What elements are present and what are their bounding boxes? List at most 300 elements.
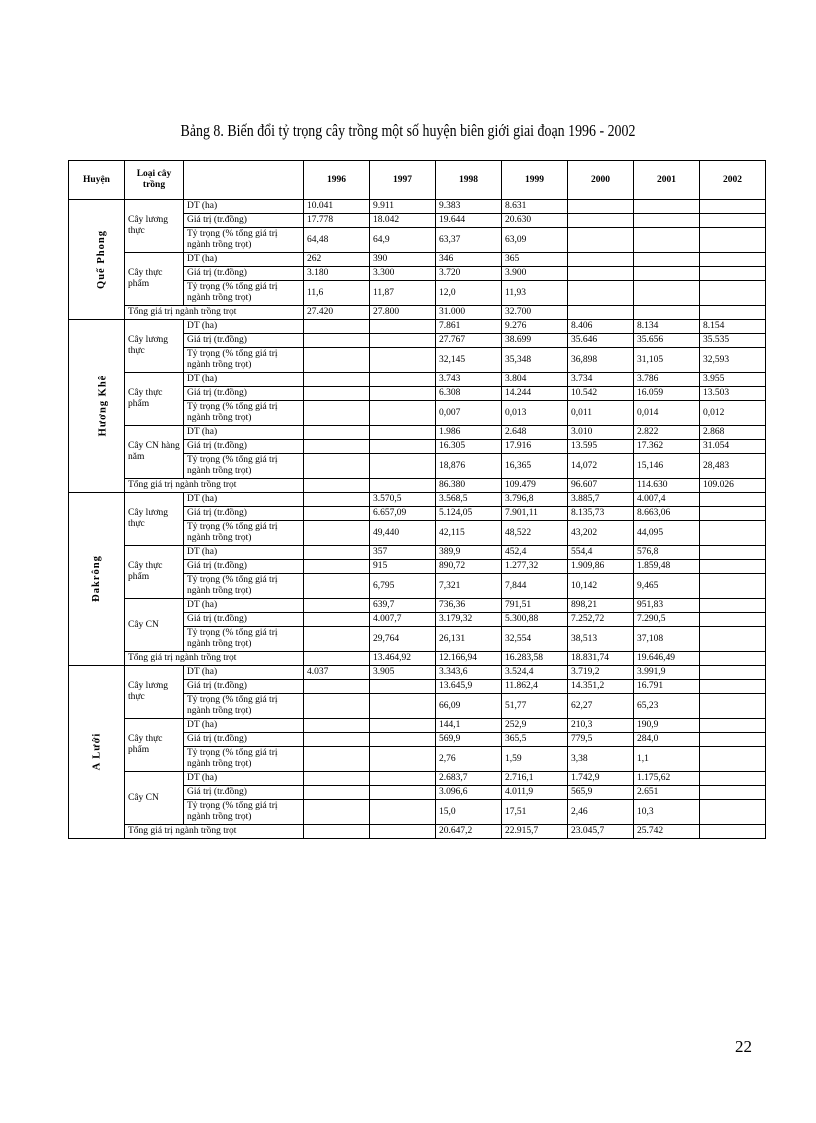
value-cell: 3.719,2 [568,666,634,680]
crop-table [68,160,766,839]
value-cell [700,694,766,719]
table-row [69,373,766,387]
value-cell: 3.796,8 [502,493,568,507]
total-value-cell: 12.166,94 [436,652,502,666]
total-value-cell: 27.420 [304,306,370,320]
crop-type-cell: Cây CN [125,772,184,825]
value-cell: 44,095 [634,521,700,546]
indicator-label: Tỷ trọng (% tổng giá trị ngành trồng trọt) [184,521,304,546]
indicator-label: Tỷ trọng (% tổng giá trị ngành trồng trọt) [184,574,304,599]
indicator-label: DT (ha) [184,373,304,387]
value-cell [700,666,766,680]
value-cell: 365,5 [502,733,568,747]
indicator-label: DT (ha) [184,426,304,440]
value-cell [370,387,436,401]
value-cell: 639,7 [370,599,436,613]
district-cell [69,493,125,666]
value-cell: 779,5 [568,733,634,747]
value-cell: 2.868 [700,426,766,440]
value-cell: 7,321 [436,574,502,599]
value-cell [700,521,766,546]
header-year: 2002 [700,161,766,200]
value-cell [370,786,436,800]
value-cell: 10,3 [634,800,700,825]
value-cell [304,786,370,800]
value-cell: 0,013 [502,401,568,426]
value-cell [700,613,766,627]
total-value-cell: 109.479 [502,479,568,493]
value-cell [304,334,370,348]
table-title: Bảng 8. Biến đổi tỷ trọng cây trồng một số huyện biên giới giai đoạn 1996 - 2002 [180,121,636,140]
value-cell: 32,554 [502,627,568,652]
value-cell: 9.911 [370,200,436,214]
value-cell [304,627,370,652]
value-cell: 13.595 [568,440,634,454]
crop-type-cell: Cây lương thực [125,200,184,253]
value-cell: 12,0 [436,281,502,306]
value-cell [700,493,766,507]
total-label: Tổng giá trị ngành trồng trọt [125,479,304,493]
value-cell: 8.406 [568,320,634,334]
value-cell: 6.657,09 [370,507,436,521]
value-cell: 32,145 [436,348,502,373]
value-cell [700,200,766,214]
value-cell: 0,011 [568,401,634,426]
value-cell [634,281,700,306]
table-row [69,599,766,613]
value-cell [634,267,700,281]
value-cell [304,373,370,387]
total-value-cell [634,306,700,320]
total-row [69,479,766,493]
total-value-cell: 86.380 [436,479,502,493]
value-cell: 3.570,5 [370,493,436,507]
total-value-cell: 19.646,49 [634,652,700,666]
crop-type-cell: Cây thực phẩm [125,373,184,426]
header-year: 1997 [370,161,436,200]
district-cell [69,666,125,839]
value-cell: 18.042 [370,214,436,228]
header-year: 2001 [634,161,700,200]
value-cell [700,800,766,825]
total-row [69,306,766,320]
value-cell: 1,1 [634,747,700,772]
value-cell [700,786,766,800]
value-cell: 898,21 [568,599,634,613]
value-cell [370,334,436,348]
value-cell [568,267,634,281]
indicator-label: DT (ha) [184,320,304,334]
value-cell [700,560,766,574]
indicator-label: Tỷ trọng (% tổng giá trị ngành trồng trọt) [184,747,304,772]
value-cell [370,348,436,373]
value-cell [568,200,634,214]
value-cell: 15,0 [436,800,502,825]
value-cell: 66,09 [436,694,502,719]
value-cell [304,747,370,772]
value-cell: 144,1 [436,719,502,733]
value-cell: 3.300 [370,267,436,281]
value-cell: 7.861 [436,320,502,334]
value-cell: 6.308 [436,387,502,401]
district-cell [69,320,125,493]
value-cell [304,348,370,373]
total-label: Tổng giá trị ngành trồng trọt [125,652,304,666]
value-cell: 9.383 [436,200,502,214]
value-cell [700,281,766,306]
value-cell: 16.791 [634,680,700,694]
value-cell: 38.699 [502,334,568,348]
value-cell: 10,142 [568,574,634,599]
value-cell: 43,202 [568,521,634,546]
indicator-label: Tỷ trọng (% tổng giá trị ngành trồng trọt) [184,228,304,253]
value-cell [370,800,436,825]
value-cell: 11,87 [370,281,436,306]
indicator-label: Tỷ trọng (% tổng giá trị ngành trồng trọt) [184,800,304,825]
indicator-label: Tỷ trọng (% tổng giá trị ngành trồng trọt) [184,348,304,373]
value-cell: 1.742,9 [568,772,634,786]
value-cell: 4.037 [304,666,370,680]
value-cell: 3.524,4 [502,666,568,680]
district-name: A Lưới [90,732,102,771]
value-cell: 16.305 [436,440,502,454]
table-row [69,426,766,440]
value-cell [700,267,766,281]
table-row [69,772,766,786]
value-cell: 7.252,72 [568,613,634,627]
value-cell [304,507,370,521]
value-cell: 5.124,05 [436,507,502,521]
value-cell: 31,105 [634,348,700,373]
value-cell: 346 [436,253,502,267]
total-label: Tổng giá trị ngành trồng trọt [125,825,304,839]
value-cell [304,426,370,440]
value-cell [700,228,766,253]
value-cell: 1.175,62 [634,772,700,786]
value-cell: 3.885,7 [568,493,634,507]
value-cell [700,507,766,521]
total-value-cell: 27.800 [370,306,436,320]
crop-type-cell: Cây lương thực [125,320,184,373]
total-row [69,825,766,839]
value-cell: 29,764 [370,627,436,652]
value-cell [370,440,436,454]
value-cell: 890,72 [436,560,502,574]
header-year: 1998 [436,161,502,200]
value-cell [634,200,700,214]
value-cell: 26,131 [436,627,502,652]
value-cell: 3,38 [568,747,634,772]
value-cell [700,599,766,613]
value-cell: 1.986 [436,426,502,440]
value-cell: 3.010 [568,426,634,440]
total-value-cell [370,479,436,493]
total-value-cell: 32.700 [502,306,568,320]
indicator-label: Giá trị (tr.đồng) [184,680,304,694]
value-cell: 65,23 [634,694,700,719]
table-row [69,546,766,560]
value-cell: 20.630 [502,214,568,228]
crop-type-cell: Cây thực phẩm [125,546,184,599]
value-cell [370,733,436,747]
value-cell [304,454,370,479]
value-cell [700,747,766,772]
value-cell: 0,012 [700,401,766,426]
value-cell [304,800,370,825]
total-value-cell: 20.647,2 [436,825,502,839]
value-cell: 4.011,9 [502,786,568,800]
table-row [69,666,766,680]
table-row [69,253,766,267]
header-huyen: Huyện [69,161,125,200]
total-value-cell [700,306,766,320]
value-cell [700,680,766,694]
total-value-cell [304,479,370,493]
value-cell [700,546,766,560]
indicator-label: DT (ha) [184,493,304,507]
value-cell: 64,48 [304,228,370,253]
indicator-label: DT (ha) [184,719,304,733]
total-value-cell [568,306,634,320]
value-cell: 31.054 [700,440,766,454]
value-cell: 28,483 [700,454,766,479]
value-cell: 8.154 [700,320,766,334]
value-cell: 64,9 [370,228,436,253]
value-cell: 27.767 [436,334,502,348]
value-cell: 17.778 [304,214,370,228]
value-cell: 569,9 [436,733,502,747]
value-cell: 35.656 [634,334,700,348]
value-cell: 2.648 [502,426,568,440]
value-cell: 3.720 [436,267,502,281]
value-cell [700,253,766,267]
indicator-label: Giá trị (tr.đồng) [184,214,304,228]
total-value-cell: 96.607 [568,479,634,493]
value-cell [304,772,370,786]
district-name: Hương Khê [97,374,109,437]
value-cell: 7,844 [502,574,568,599]
value-cell: 3.991,9 [634,666,700,680]
indicator-label: Giá trị (tr.đồng) [184,560,304,574]
value-cell: 14.244 [502,387,568,401]
value-cell [568,228,634,253]
value-cell: 554,4 [568,546,634,560]
total-value-cell: 13.464,92 [370,652,436,666]
indicator-label: Tỷ trọng (% tổng giá trị ngành trồng trọt) [184,627,304,652]
value-cell: 452,4 [502,546,568,560]
value-cell: 48,522 [502,521,568,546]
value-cell: 11.862,4 [502,680,568,694]
value-cell: 17,51 [502,800,568,825]
value-cell: 9,465 [634,574,700,599]
total-value-cell: 22.915,7 [502,825,568,839]
value-cell [370,772,436,786]
total-value-cell: 18.831,74 [568,652,634,666]
value-cell: 1.859,48 [634,560,700,574]
value-cell: 63,09 [502,228,568,253]
value-cell [304,680,370,694]
value-cell [700,627,766,652]
value-cell [304,546,370,560]
indicator-label: Tỷ trọng (% tổng giá trị ngành trồng trọt) [184,694,304,719]
value-cell: 3.343,6 [436,666,502,680]
crop-type-cell: Cây lương thực [125,666,184,719]
total-value-cell: 31.000 [436,306,502,320]
value-cell: 3.743 [436,373,502,387]
value-cell: 390 [370,253,436,267]
value-cell: 19.644 [436,214,502,228]
value-cell: 10.041 [304,200,370,214]
value-cell [304,387,370,401]
value-cell: 5.300,88 [502,613,568,627]
value-cell [370,454,436,479]
value-cell: 35,348 [502,348,568,373]
value-cell: 63,37 [436,228,502,253]
total-value-cell: 25.742 [634,825,700,839]
value-cell: 7.901,11 [502,507,568,521]
value-cell [634,253,700,267]
value-cell: 2.683,7 [436,772,502,786]
value-cell: 1.277,32 [502,560,568,574]
indicator-label: Giá trị (tr.đồng) [184,733,304,747]
value-cell: 2.651 [634,786,700,800]
value-cell: 16.059 [634,387,700,401]
total-value-cell [700,652,766,666]
total-row [69,652,766,666]
value-cell: 2,76 [436,747,502,772]
value-cell [568,214,634,228]
table-row [69,320,766,334]
total-label: Tổng giá trị ngành trồng trọt [125,306,304,320]
value-cell: 3.568,5 [436,493,502,507]
value-cell [370,694,436,719]
value-cell [304,440,370,454]
total-value-cell: 23.045,7 [568,825,634,839]
district-name: Quế Phong [95,229,107,289]
total-value-cell [304,652,370,666]
value-cell [304,599,370,613]
table-row [69,493,766,507]
value-cell: 13.503 [700,387,766,401]
value-cell: 7.290,5 [634,613,700,627]
value-cell: 16,365 [502,454,568,479]
value-cell: 35.646 [568,334,634,348]
indicator-label: Giá trị (tr.đồng) [184,786,304,800]
value-cell: 32,593 [700,348,766,373]
indicator-label: DT (ha) [184,200,304,214]
value-cell [304,560,370,574]
header-year: 2000 [568,161,634,200]
value-cell: 0,014 [634,401,700,426]
value-cell: 2.822 [634,426,700,440]
value-cell: 284,0 [634,733,700,747]
value-cell: 49,440 [370,521,436,546]
value-cell [700,719,766,733]
value-cell: 791,51 [502,599,568,613]
value-cell: 38,513 [568,627,634,652]
value-cell: 42,115 [436,521,502,546]
value-cell [370,426,436,440]
indicator-label: DT (ha) [184,253,304,267]
value-cell: 8.631 [502,200,568,214]
value-cell: 365 [502,253,568,267]
value-cell [700,733,766,747]
value-cell: 3.179,32 [436,613,502,627]
value-cell: 736,36 [436,599,502,613]
crop-type-cell: Cây thực phẩm [125,253,184,306]
value-cell: 190,9 [634,719,700,733]
value-cell: 3.096,6 [436,786,502,800]
header-blank [184,161,304,200]
value-cell [304,733,370,747]
value-cell [634,214,700,228]
value-cell [304,694,370,719]
header-year: 1999 [502,161,568,200]
table-row [69,200,766,214]
crop-type-cell: Cây CN [125,599,184,652]
total-value-cell: 109.026 [700,479,766,493]
value-cell: 951,83 [634,599,700,613]
value-cell [304,521,370,546]
value-cell: 4.007,4 [634,493,700,507]
value-cell: 2.716,1 [502,772,568,786]
value-cell [370,320,436,334]
value-cell [304,613,370,627]
value-cell: 8.135,73 [568,507,634,521]
total-value-cell [304,825,370,839]
header-row [69,161,766,200]
value-cell: 576,8 [634,546,700,560]
value-cell: 1,59 [502,747,568,772]
indicator-label: Giá trị (tr.đồng) [184,613,304,627]
value-cell [370,719,436,733]
crop-type-cell: Cây thực phẩm [125,719,184,772]
district-cell [69,200,125,320]
value-cell: 262 [304,253,370,267]
indicator-label: Giá trị (tr.đồng) [184,267,304,281]
header-loai: Loại cây trồng [125,161,184,200]
value-cell: 4.007,7 [370,613,436,627]
value-cell: 36,898 [568,348,634,373]
value-cell: 3.804 [502,373,568,387]
indicator-label: DT (ha) [184,666,304,680]
district-name: Đakrông [91,555,102,602]
table-row [69,719,766,733]
indicator-label: DT (ha) [184,599,304,613]
value-cell [700,214,766,228]
indicator-label: DT (ha) [184,772,304,786]
value-cell: 13.645,9 [436,680,502,694]
value-cell: 6,795 [370,574,436,599]
value-cell: 2,46 [568,800,634,825]
value-cell: 389,9 [436,546,502,560]
indicator-label: Tỷ trọng (% tổng giá trị ngành trồng trọt) [184,401,304,426]
indicator-label: Giá trị (tr.đồng) [184,334,304,348]
crop-type-cell: Cây lương thực [125,493,184,546]
value-cell: 3.955 [700,373,766,387]
value-cell: 15,146 [634,454,700,479]
value-cell: 17.916 [502,440,568,454]
value-cell: 3.900 [502,267,568,281]
value-cell: 17.362 [634,440,700,454]
value-cell: 8.663,06 [634,507,700,521]
total-value-cell [700,825,766,839]
value-cell: 18,876 [436,454,502,479]
value-cell [700,772,766,786]
value-cell [568,253,634,267]
indicator-label: Tỷ trọng (% tổng giá trị ngành trồng trọt) [184,454,304,479]
value-cell: 10.542 [568,387,634,401]
